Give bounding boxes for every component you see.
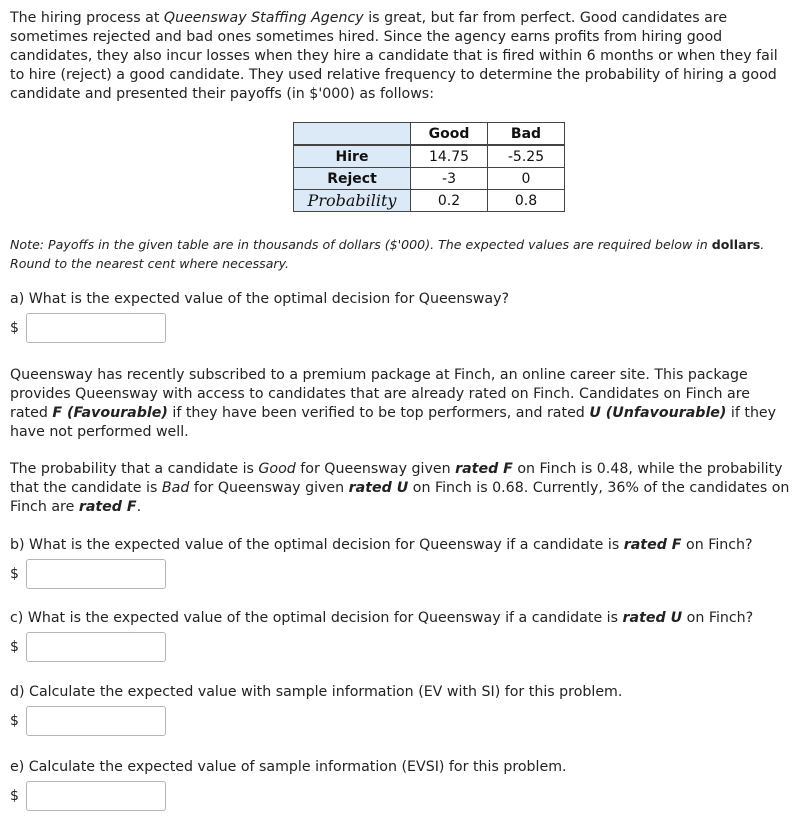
question-c: [10, 610, 753, 626]
currency-symbol: $: [10, 639, 19, 655]
prob-text-4: for Queensway given: [189, 480, 349, 496]
note-text-2: . Round to the nearest cent where necessary.: [10, 237, 765, 271]
currency-symbol: $: [10, 566, 19, 582]
intro-paragraph: [10, 9, 792, 104]
question-c-text-1: c) What is the expected value of the optimal decision for Queensway if a candidate is: [10, 610, 623, 626]
table-row-probability: [294, 190, 565, 212]
question-b: [10, 537, 753, 553]
table-corner-cell: [294, 123, 411, 146]
cell-hire-bad: -5.25: [488, 145, 565, 168]
column-header-bad: Bad: [488, 123, 565, 146]
intro-text-2: is great, but far from perfect. Good candidates are sometimes rejected and bad ones sometimes hired. Since the agency earns profits from hiring good candidates, they also incur losses when they hire a candidate that is fired within 6 months or when they fail to hire (reject) a good candidate. They used relative frequency to determine the probability of hiring a good candidate and presented their payoffs (in $'000) as follows:: [10, 10, 778, 102]
note-text-1: Note: Payoffs in the given table are in thousands of dollars ($'000). The expected values are required below in: [10, 237, 712, 252]
prob-rated-f-2: rated F: [78, 499, 137, 515]
note-bold-dollars: dollars: [711, 237, 761, 252]
question-b-bold: rated F: [623, 537, 682, 553]
finch-rating-u: U (Unfavourable): [589, 405, 727, 421]
table-row-reject: [294, 168, 565, 190]
finch-paragraph: [10, 366, 792, 442]
question-b-text-2: on Finch?: [681, 537, 753, 553]
prob-text-6: .: [136, 499, 142, 515]
prob-rated-u: rated U: [348, 480, 409, 496]
row-label-probability: Probability: [294, 190, 411, 212]
intro-text-1: The hiring process at: [10, 10, 164, 26]
question-c-bold: rated U: [622, 610, 683, 626]
answer-d-row: [10, 706, 166, 736]
answer-d-input[interactable]: [26, 706, 166, 736]
prob-text-1: The probability that a candidate is: [10, 461, 259, 477]
table-row-hire: [294, 145, 565, 168]
answer-c-row: [10, 632, 166, 662]
cell-reject-bad: 0: [488, 168, 565, 190]
answer-c-input[interactable]: [26, 632, 166, 662]
finch-text-1: Queensway has recently subscribed to a premium package at Finch, an online career site. This package provides Queensway with access to candidates that are already rated on Finch. Candidates on Finch are rated: [10, 367, 750, 421]
prob-rated-f: rated F: [455, 461, 513, 477]
prob-bad: Bad: [161, 480, 190, 496]
payoff-table: [293, 122, 565, 212]
probability-paragraph: [10, 460, 792, 517]
finch-rating-f: F (Favourable): [52, 405, 168, 421]
answer-e-input[interactable]: [26, 781, 166, 811]
prob-text-2: for Queensway given: [295, 461, 456, 477]
question-d: d) Calculate the expected value with sample information (EV with SI) for this problem.: [10, 684, 623, 700]
answer-e-row: [10, 781, 166, 811]
cell-probability-bad: 0.8: [488, 190, 565, 212]
currency-symbol: $: [10, 788, 19, 804]
question-e: e) Calculate the expected value of sample information (EVSI) for this problem.: [10, 759, 567, 775]
answer-b-row: [10, 559, 166, 589]
cell-hire-good: 14.75: [411, 145, 488, 168]
finch-text-3: if they have not performed well.: [10, 405, 777, 440]
question-a: a) What is the expected value of the optimal decision for Queensway?: [10, 291, 510, 307]
currency-symbol: $: [10, 713, 19, 729]
row-label-reject: Reject: [294, 168, 411, 190]
company-name: Queensway Staffing Agency: [163, 10, 364, 26]
answer-a-row: [10, 313, 166, 343]
note-paragraph: [10, 235, 792, 273]
cell-reject-good: -3: [411, 168, 488, 190]
prob-good: Good: [258, 461, 296, 477]
cell-probability-good: 0.2: [411, 190, 488, 212]
table-header-row: [294, 123, 565, 146]
finch-text-2: if they have been verified to be top performers, and rated: [167, 405, 590, 421]
question-c-text-2: on Finch?: [682, 610, 754, 626]
column-header-good: Good: [411, 123, 488, 146]
currency-symbol: $: [10, 320, 19, 336]
answer-a-input[interactable]: [26, 313, 166, 343]
prob-text-3: on Finch is 0.48, while the probability that the candidate is: [10, 461, 783, 496]
question-b-text-1: b) What is the expected value of the optimal decision for Queensway if a candidate is: [10, 537, 624, 553]
prob-text-5: on Finch is 0.68. Currently, 36% of the candidates on Finch are: [10, 480, 790, 515]
row-label-hire: Hire: [294, 145, 411, 168]
answer-b-input[interactable]: [26, 559, 166, 589]
